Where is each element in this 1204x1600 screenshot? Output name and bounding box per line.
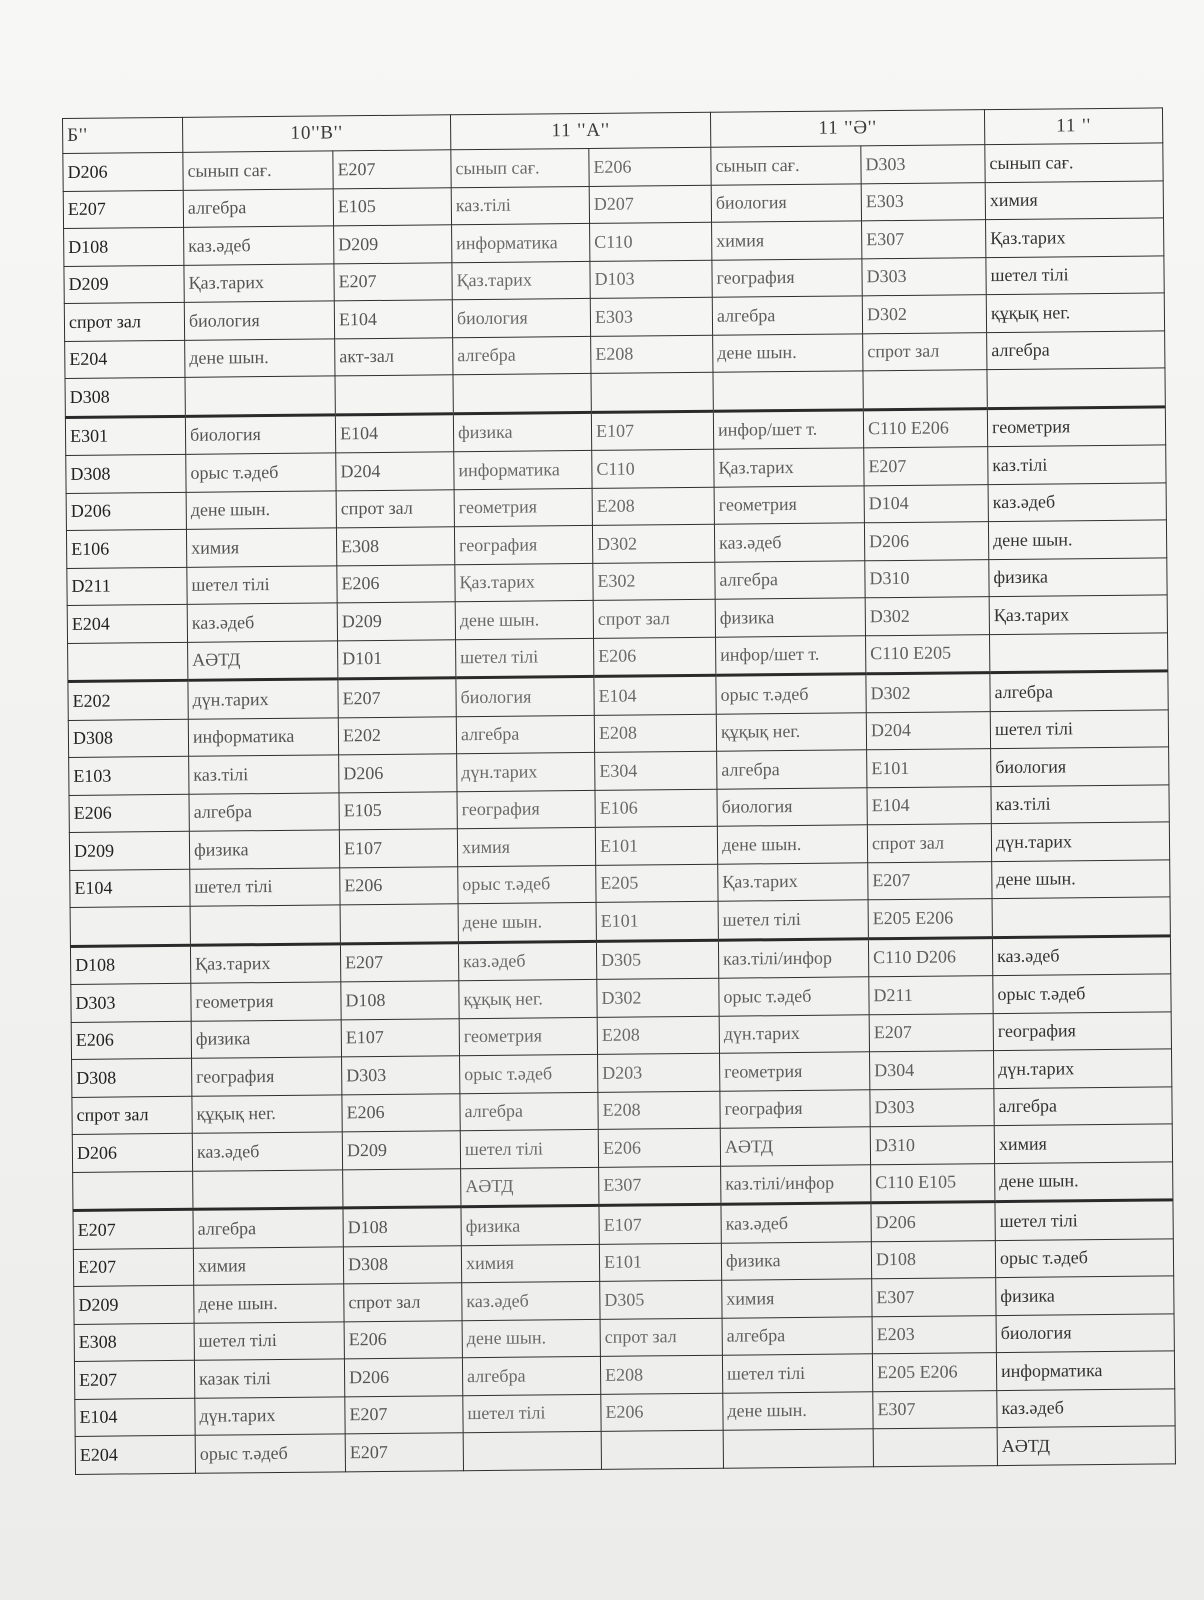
cell-room-10v: E206 xyxy=(344,1320,462,1359)
cell-room-11ae: E207 xyxy=(864,447,988,486)
cell-room-10v: E104 xyxy=(334,300,452,339)
cell-room-11a: D103 xyxy=(590,260,712,299)
cell-room-b: спрот зал xyxy=(72,1096,192,1135)
cell-room-b: E206 xyxy=(69,794,189,833)
cell-room-11a: E101 xyxy=(596,901,718,941)
cell-room-b: E207 xyxy=(63,190,183,229)
cell-room-b: E308 xyxy=(74,1323,194,1362)
cell-room-11a: E208 xyxy=(600,1355,722,1394)
cell-room-11ae: E104 xyxy=(867,786,991,825)
cell-room-11ae: C110 E206 xyxy=(863,408,987,448)
cell-room-10v: D108 xyxy=(341,981,459,1020)
cell-subject-11ae: каз.әдеб xyxy=(714,523,864,562)
cell-subject-11a: химия xyxy=(461,1244,599,1283)
schedule-table xyxy=(62,107,1176,1474)
cell-subject-11a: шетел тілі xyxy=(460,1129,598,1168)
cell-subject-11ae: дене шын. xyxy=(717,825,867,864)
cell-room-b: D206 xyxy=(66,492,186,531)
cell-room-11ae: E307 xyxy=(872,1278,996,1317)
cell-room-11a: E208 xyxy=(592,487,714,526)
cell-room-b: E301 xyxy=(65,416,185,456)
cell-room-b xyxy=(68,642,188,682)
cell-subject-10v: казак тілі xyxy=(194,1359,344,1398)
cell-subject-10v: Қаз.тарих xyxy=(190,943,340,983)
cell-room-b: E106 xyxy=(66,529,186,568)
cell-room-10v: D209 xyxy=(342,1131,460,1170)
cell-subject-11a: алгебра xyxy=(462,1356,600,1395)
cell-room-b: D206 xyxy=(63,152,183,191)
cell-room-11a: спрот зал xyxy=(600,1318,722,1357)
header-cell-0: Б'' xyxy=(63,117,183,153)
cell-room-10v: D209 xyxy=(337,602,455,641)
cell-subject-11a xyxy=(453,373,591,413)
cell-room-b: E207 xyxy=(74,1360,194,1399)
cell-subject-11ae: биология xyxy=(717,787,867,826)
cell-room-11ae: E307 xyxy=(873,1390,997,1429)
cell-room-11ae: C110 E205 xyxy=(866,634,990,674)
cell-room-11a: E307 xyxy=(599,1166,721,1206)
cell-subject-10v: химия xyxy=(193,1246,343,1285)
cell-room-10v: E206 xyxy=(337,564,455,603)
cell-room-11a: E208 xyxy=(598,1091,720,1130)
cell-room-11a: E206 xyxy=(598,1128,720,1167)
cell-subject-11: Қаз.тарих xyxy=(989,595,1167,634)
cell-room-11a: D302 xyxy=(592,524,714,563)
cell-room-11a: D305 xyxy=(600,1280,722,1319)
cell-room-11ae: D206 xyxy=(871,1202,995,1242)
cell-subject-11a: құқық нег. xyxy=(459,979,597,1018)
cell-room-11ae: D302 xyxy=(862,295,986,334)
cell-subject-11: дене шын. xyxy=(995,1161,1173,1201)
cell-subject-11: каз.әдеб xyxy=(997,1388,1175,1427)
cell-room-b: E103 xyxy=(69,756,189,795)
cell-subject-11a: каз.тілі xyxy=(451,186,589,225)
cell-room-11a: E101 xyxy=(595,826,717,865)
cell-subject-10v: Қаз.тарих xyxy=(184,263,334,302)
cell-room-10v: акт-зал xyxy=(335,337,453,376)
cell-room-b: спрот зал xyxy=(64,302,184,341)
cell-subject-11: физика xyxy=(996,1276,1174,1315)
cell-room-11a: E107 xyxy=(599,1204,721,1244)
cell-room-10v: E105 xyxy=(339,791,457,830)
cell-room-10v: E207 xyxy=(340,942,458,982)
cell-room-11a: E303 xyxy=(590,297,712,336)
cell-room-11ae: D304 xyxy=(870,1051,994,1090)
cell-room-10v: D206 xyxy=(344,1358,462,1397)
cell-subject-11ae xyxy=(713,371,863,411)
cell-room-11a: E208 xyxy=(594,714,716,753)
cell-subject-11ae: АӘТД xyxy=(720,1127,870,1166)
cell-room-11ae: D211 xyxy=(869,976,993,1015)
cell-room-11ae: D206 xyxy=(864,522,988,561)
cell-subject-11ae: геометрия xyxy=(714,485,864,524)
cell-room-10v: E105 xyxy=(333,187,451,226)
cell-room-11ae: спрот зал xyxy=(863,332,987,371)
cell-subject-11: алгебра xyxy=(990,671,1168,711)
cell-room-11ae: C110 D206 xyxy=(868,937,992,977)
cell-subject-11a: Қаз.тарих xyxy=(455,563,593,602)
cell-subject-11a: дене шын. xyxy=(462,1319,600,1358)
cell-room-b: E204 xyxy=(65,340,185,379)
cell-subject-11ae: география xyxy=(712,258,862,297)
cell-subject-10v: каз.әдеб xyxy=(184,226,334,265)
cell-subject-10v: информатика xyxy=(188,717,338,756)
cell-room-11a: E208 xyxy=(597,1016,719,1055)
cell-room-b: D108 xyxy=(70,945,190,985)
cell-subject-11 xyxy=(987,368,1165,408)
cell-subject-11a: шетел тілі xyxy=(463,1394,601,1433)
cell-room-11ae: D108 xyxy=(871,1240,995,1279)
header-class-11ae: 11 ''Ә'' xyxy=(710,110,984,148)
cell-subject-11ae: каз.әдеб xyxy=(721,1203,871,1243)
cell-room-11ae: D302 xyxy=(865,597,989,636)
cell-subject-10v xyxy=(190,905,340,945)
cell-subject-11a: биология xyxy=(456,676,594,716)
cell-subject-10v: алгебра xyxy=(183,188,333,227)
cell-subject-11ae: дене шын. xyxy=(723,1391,873,1430)
cell-subject-11ae xyxy=(723,1429,873,1468)
cell-subject-11a: орыс т.әдеб xyxy=(460,1054,598,1093)
cell-room-b: E206 xyxy=(71,1021,191,1060)
cell-subject-11ae: құқық нег. xyxy=(716,712,866,751)
cell-subject-11a: геометрия xyxy=(459,1017,597,1056)
cell-subject-11a: каз.әдеб xyxy=(458,941,596,981)
cell-subject-10v: дене шын. xyxy=(194,1284,344,1323)
cell-subject-11: алгебра xyxy=(987,330,1165,369)
cell-room-11a: C110 xyxy=(592,449,714,488)
cell-subject-11ae: сынып сағ. xyxy=(711,146,861,185)
cell-subject-11: биология xyxy=(991,747,1169,786)
cell-subject-11a: орыс т.әдеб xyxy=(458,865,596,904)
cell-subject-11ae: биология xyxy=(711,183,861,222)
cell-subject-11: каз.тілі xyxy=(991,784,1169,823)
cell-subject-11ae: шетел тілі xyxy=(722,1354,872,1393)
cell-room-10v: E207 xyxy=(345,1433,463,1472)
cell-subject-10v: геометрия xyxy=(191,982,341,1021)
cell-subject-11a: каз.әдеб xyxy=(462,1281,600,1320)
cell-room-11a: D207 xyxy=(589,185,711,224)
cell-subject-11: алгебра xyxy=(994,1086,1172,1125)
cell-subject-11a: физика xyxy=(461,1205,599,1245)
cell-subject-10v: орыс т.әдеб xyxy=(195,1434,345,1473)
cell-room-b: E204 xyxy=(67,604,187,643)
cell-subject-10v: шетел тілі xyxy=(194,1321,344,1360)
cell-subject-11ae: Қаз.тарих xyxy=(718,862,868,901)
cell-room-11a: E206 xyxy=(589,147,711,186)
cell-room-11ae xyxy=(863,370,987,410)
cell-subject-11a: сынып сағ. xyxy=(451,148,589,187)
cell-subject-10v: дүн.тарих xyxy=(188,679,338,719)
cell-room-b xyxy=(73,1171,193,1211)
cell-subject-10v: дене шын. xyxy=(185,338,335,377)
cell-subject-11: дүн.тарих xyxy=(993,1049,1171,1088)
cell-subject-11: география xyxy=(993,1011,1171,1050)
cell-room-11a: E104 xyxy=(594,675,716,715)
cell-room-10v: D108 xyxy=(343,1207,461,1247)
cell-subject-11ae: физика xyxy=(721,1241,871,1280)
cell-subject-11ae: инфор/шет т. xyxy=(716,635,866,675)
cell-room-11ae: D104 xyxy=(864,484,988,523)
cell-subject-10v: биология xyxy=(184,301,334,340)
cell-room-11a: E206 xyxy=(601,1393,723,1432)
header-class-10v: 10''В'' xyxy=(182,115,450,153)
cell-subject-11a: алгебра xyxy=(453,336,591,375)
cell-subject-11: Қаз.тарих xyxy=(986,218,1164,257)
cell-subject-11a: химия xyxy=(457,827,595,866)
cell-room-10v: D209 xyxy=(334,225,452,264)
cell-room-10v: D101 xyxy=(338,639,456,679)
cell-subject-11ae: орыс т.әдеб xyxy=(716,674,866,714)
cell-subject-11: геометрия xyxy=(987,406,1165,446)
cell-room-11ae: D303 xyxy=(861,145,985,184)
cell-subject-11ae: химия xyxy=(722,1279,872,1318)
cell-subject-11ae: инфор/шет т. xyxy=(713,409,863,449)
cell-room-11ae: спрот зал xyxy=(867,824,991,863)
cell-room-b: D108 xyxy=(64,227,184,266)
cell-subject-11ae: геометрия xyxy=(720,1052,870,1091)
cell-room-11a: E101 xyxy=(599,1243,721,1282)
cell-subject-11ae: алгебра xyxy=(712,296,862,335)
cell-subject-11ae: алгебра xyxy=(722,1316,872,1355)
cell-subject-11a: геометрия xyxy=(454,488,592,527)
cell-subject-11: информатика xyxy=(996,1351,1174,1390)
cell-subject-11: орыс т.әдеб xyxy=(993,974,1171,1013)
cell-subject-10v: каз.әдеб xyxy=(192,1132,342,1171)
cell-subject-11a: дене шын. xyxy=(455,600,593,639)
cell-room-11ae: D303 xyxy=(862,257,986,296)
cell-room-11a: E304 xyxy=(595,751,717,790)
cell-subject-10v: орыс т.әдеб xyxy=(186,453,336,492)
cell-room-10v: D206 xyxy=(339,754,457,793)
cell-room-11a: E302 xyxy=(593,562,715,601)
cell-subject-10v: алгебра xyxy=(189,792,339,831)
cell-subject-10v: география xyxy=(192,1057,342,1096)
cell-subject-11ae: каз.тілі/инфор xyxy=(718,938,868,978)
cell-subject-10v: физика xyxy=(189,830,339,869)
cell-subject-11ae: география xyxy=(720,1089,870,1128)
header-class-11a: 11 ''А'' xyxy=(450,112,710,149)
cell-subject-10v: дүн.тарих xyxy=(195,1396,345,1435)
cell-subject-11: химия xyxy=(985,180,1163,219)
cell-subject-11a: дүн.тарих xyxy=(457,752,595,791)
cell-room-b: D308 xyxy=(66,454,186,493)
cell-room-11ae: C110 E105 xyxy=(871,1163,995,1203)
cell-room-b: E204 xyxy=(75,1435,195,1474)
cell-subject-10v: шетел тілі xyxy=(187,565,337,604)
cell-room-10v: E207 xyxy=(334,262,452,301)
cell-room-10v: E202 xyxy=(338,716,456,755)
cell-subject-11: дене шын. xyxy=(992,859,1170,898)
cell-room-11a: E106 xyxy=(595,789,717,828)
cell-room-10v: E104 xyxy=(335,413,453,453)
cell-room-10v xyxy=(335,375,453,415)
cell-subject-10v: АӘТД xyxy=(188,640,338,680)
cell-subject-11a: алгебра xyxy=(460,1092,598,1131)
cell-subject-10v: дене шын. xyxy=(186,490,336,529)
cell-subject-11a: физика xyxy=(453,412,591,452)
cell-room-b: E104 xyxy=(75,1398,195,1437)
cell-subject-11a: биология xyxy=(452,298,590,337)
cell-subject-11a xyxy=(463,1431,601,1470)
cell-room-b: D211 xyxy=(67,567,187,606)
cell-subject-11: шетел тілі xyxy=(990,709,1168,748)
cell-room-11ae: E205 E206 xyxy=(872,1353,996,1392)
cell-room-10v: E308 xyxy=(336,527,454,566)
cell-subject-11a: география xyxy=(454,525,592,564)
cell-subject-11ae: Қаз.тарих xyxy=(714,448,864,487)
cell-subject-10v: алгебра xyxy=(193,1208,343,1248)
cell-subject-11: химия xyxy=(994,1124,1172,1163)
schedule-body xyxy=(63,143,1176,1474)
cell-subject-11a: шетел тілі xyxy=(456,638,594,678)
cell-subject-11: құқық нег. xyxy=(986,293,1164,332)
cell-room-11a: E208 xyxy=(591,335,713,374)
cell-room-b: D206 xyxy=(72,1133,192,1172)
cell-subject-10v: каз.тілі xyxy=(189,755,339,794)
cell-room-11a: спрот зал xyxy=(593,599,715,638)
cell-room-11ae: E207 xyxy=(869,1013,993,1052)
cell-subject-10v: физика xyxy=(191,1019,341,1058)
cell-room-11a xyxy=(601,1430,723,1469)
cell-subject-10v xyxy=(185,376,335,416)
cell-room-b: E207 xyxy=(73,1209,193,1249)
cell-room-b: D308 xyxy=(72,1058,192,1097)
cell-subject-10v: каз.әдеб xyxy=(187,603,337,642)
cell-room-10v xyxy=(343,1168,461,1208)
cell-subject-11ae: физика xyxy=(715,598,865,637)
cell-subject-11ae: химия xyxy=(712,221,862,260)
cell-room-10v: E107 xyxy=(341,1018,459,1057)
cell-room-11a: D203 xyxy=(598,1053,720,1092)
cell-room-10v: D303 xyxy=(342,1056,460,1095)
cell-subject-11: каз.тілі xyxy=(988,445,1166,484)
header-class-11-next: 11 '' xyxy=(984,108,1162,145)
cell-room-11a: D305 xyxy=(596,940,718,980)
cell-room-10v: E207 xyxy=(345,1395,463,1434)
cell-subject-11a: алгебра xyxy=(456,715,594,754)
cell-room-11a: E205 xyxy=(596,864,718,903)
cell-room-b: D308 xyxy=(65,377,185,417)
cell-room-10v: E206 xyxy=(342,1093,460,1132)
cell-room-11ae xyxy=(873,1428,997,1467)
cell-subject-11ae: алгебра xyxy=(717,750,867,789)
cell-room-10v: D204 xyxy=(336,452,454,491)
cell-subject-11ae: каз.тілі/инфор xyxy=(721,1164,871,1204)
cell-room-b: E207 xyxy=(73,1248,193,1287)
cell-room-11ae: D204 xyxy=(866,711,990,750)
cell-subject-10v: сынып сағ. xyxy=(183,151,333,190)
cell-room-11ae: E307 xyxy=(862,220,986,259)
cell-room-11a: D302 xyxy=(597,978,719,1017)
cell-room-11a: E206 xyxy=(594,637,716,677)
cell-room-11ae: E205 E206 xyxy=(868,899,992,939)
cell-room-10v xyxy=(340,904,458,944)
cell-room-b: E104 xyxy=(70,869,190,908)
cell-room-b: D303 xyxy=(71,983,191,1022)
cell-room-11a: C110 xyxy=(590,222,712,261)
cell-subject-10v: құқық нег. xyxy=(192,1094,342,1133)
cell-room-11ae: D310 xyxy=(870,1126,994,1165)
cell-room-11ae: E101 xyxy=(867,749,991,788)
cell-room-b: E202 xyxy=(68,680,188,720)
cell-room-b: D209 xyxy=(69,831,189,870)
cell-subject-11 xyxy=(989,632,1167,672)
cell-room-10v: E207 xyxy=(333,150,451,189)
cell-subject-11: сынып сағ. xyxy=(985,143,1163,182)
cell-room-b: D209 xyxy=(74,1285,194,1324)
cell-room-11ae: E203 xyxy=(872,1315,996,1354)
cell-room-b: D308 xyxy=(68,719,188,758)
cell-subject-11: физика xyxy=(989,557,1167,596)
cell-subject-11: каз.әдеб xyxy=(988,482,1166,521)
cell-subject-11: орыс т.әдеб xyxy=(995,1238,1173,1277)
cell-room-b: D209 xyxy=(64,265,184,304)
cell-subject-11ae: шетел тілі xyxy=(718,900,868,940)
cell-room-10v: E107 xyxy=(339,829,457,868)
cell-room-10v: D308 xyxy=(343,1245,461,1284)
cell-room-11ae: D310 xyxy=(865,559,989,598)
cell-subject-11 xyxy=(992,897,1170,937)
cell-subject-11ae: алгебра xyxy=(715,560,865,599)
cell-room-b xyxy=(70,906,190,946)
cell-subject-11: биология xyxy=(996,1313,1174,1352)
cell-room-10v: E207 xyxy=(338,678,456,718)
cell-subject-11a: география xyxy=(457,790,595,829)
cell-subject-11a: дене шын. xyxy=(458,902,596,942)
timetable-sheet xyxy=(62,107,1175,1474)
cell-subject-11a: АӘТД xyxy=(461,1167,599,1207)
cell-subject-11ae: орыс т.әдеб xyxy=(719,977,869,1016)
cell-subject-11: АӘТД xyxy=(997,1426,1175,1465)
cell-subject-10v: шетел тілі xyxy=(190,867,340,906)
cell-room-11ae: E303 xyxy=(861,182,985,221)
cell-subject-11ae: дене шын. xyxy=(713,333,863,372)
cell-subject-10v: химия xyxy=(186,528,336,567)
cell-room-11a: E107 xyxy=(591,411,713,451)
cell-subject-11: дене шын. xyxy=(988,520,1166,559)
cell-subject-11a: информатика xyxy=(452,223,590,262)
cell-subject-11a: Қаз.тарих xyxy=(452,261,590,300)
cell-subject-11ae: дүн.тарих xyxy=(719,1014,869,1053)
cell-subject-11a: информатика xyxy=(454,450,592,489)
cell-subject-10v: биология xyxy=(185,414,335,454)
cell-room-11ae: D302 xyxy=(866,673,990,713)
cell-room-10v: спрот зал xyxy=(344,1283,462,1322)
cell-subject-11: шетел тілі xyxy=(986,255,1164,294)
cell-room-11ae: E207 xyxy=(868,861,992,900)
cell-subject-11: дүн.тарих xyxy=(991,822,1169,861)
cell-room-11ae: D303 xyxy=(870,1088,994,1127)
cell-room-10v: спрот зал xyxy=(336,489,454,528)
cell-subject-11: шетел тілі xyxy=(995,1200,1173,1240)
cell-room-10v: E206 xyxy=(340,866,458,905)
cell-subject-11: каз.әдеб xyxy=(992,935,1170,975)
cell-subject-10v xyxy=(193,1169,343,1209)
cell-room-11a xyxy=(591,372,713,412)
